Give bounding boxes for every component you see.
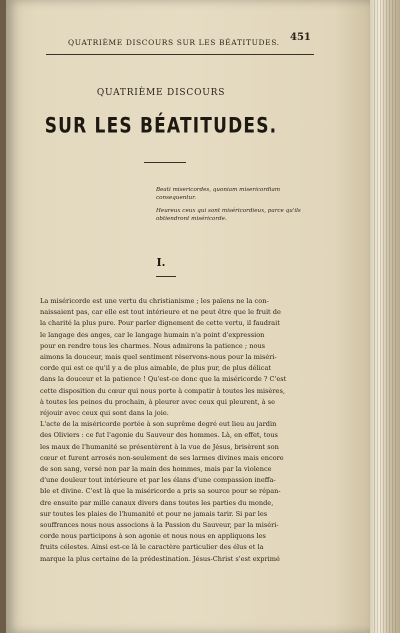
page-number: 451 [290, 32, 311, 43]
body-line: sur toutes les plaies de l'humanité et pour ne jamais tarir. Si par les [40, 509, 268, 518]
body-line: de son sang, versé non par la main des hommes, mais par la violence [40, 465, 272, 474]
page-title: SUR LES BÉATITUDES. [44, 113, 278, 139]
header-rule [46, 54, 314, 55]
discourse-label: QUATRIÈME DISCOURS [96, 88, 226, 98]
body-line: cœur et furent arrosés non-seulement de ses larmes divines mais encore [40, 453, 284, 462]
body-line: La miséricorde est une vertu du christianisme ; les païens ne la con- [40, 297, 269, 305]
body-line: dre ensuite par mille canaux divers dans toutes les parties du monde, [40, 498, 274, 507]
body-line: d'une douleur tout intérieure et par les élans d'une compassion ineffa- [40, 476, 276, 485]
body-line: réjouir avec ceux qui sont dans la joie. [40, 409, 169, 418]
body-line: la charité la plus pure. Pour parler dignement de cette vertu, il faudrait [40, 319, 280, 328]
title-rule [144, 162, 186, 163]
body-line: à toutes les peines du prochain, à pleurer avec ceux qui pleurent, à se [40, 397, 276, 406]
book-page [6, 0, 370, 633]
running-head: QUATRIÈME DISCOURS SUR LES BÉATITUDES. [68, 38, 280, 47]
body-line: des Oliviers : ce fut l'agonie du Sauveur des hommes. Là, en effet, tous [40, 431, 278, 440]
body-line: L'acte de la miséricorde portée à son suprême degré eut lieu au jardin [40, 420, 277, 429]
body-line: pour en rendre tous les charmes. Nous admirons la patience ; nous [40, 341, 266, 350]
body-line: dans la douceur et la patience ! Qu'est-ce donc que la miséricorde ? C'est [40, 375, 287, 384]
body-text [40, 296, 326, 565]
body-line: cette disposition du cœur qui nous porte à compatir à toutes les misères, [40, 386, 285, 395]
body-line: le langage des anges, car le langage humain n'a point d'expression [40, 330, 265, 339]
body-line: aimons la douceur, mais quel sentiment réservons-nous pour la miséri- [40, 353, 277, 362]
section-number: I. [156, 256, 166, 269]
body-line: corde qui est ce qu'il y a de plus aimable, de plus pur, de plus délicat [40, 364, 272, 373]
page-edges [374, 0, 398, 633]
body-line: les maux de l'humanité se présentèrent à la vue de Jésus, brisèrent son [40, 442, 279, 451]
body-line: marque la plus certaine de la prédestination. Jésus-Christ s'est exprimé [40, 554, 280, 563]
body-line: ble et divine. C'est là que la miséricorde a pris sa source pour se répan- [40, 487, 281, 496]
book-spine-edge [370, 0, 400, 633]
section-rule [156, 276, 176, 277]
body-line: fruits célestes. Ainsi est-ce là le caractère particulier des élus et la [40, 543, 264, 552]
epigraph-french: Heureux ceux qui sont miséricordieux, parce qu'ils obtiendront miséricorde. [156, 208, 301, 222]
epigraph-latin: Beati misericordes, quoniam misericordiam consequentur. [156, 187, 281, 201]
body-line: souffrances nous nous associons à la Passion du Sauveur, par la miséri- [40, 521, 279, 530]
body-line: naissaient pas, car elle est tout intérieure et ne peut être que le fruit de [40, 308, 281, 317]
body-line: corde nous participons à son agonie et nous nous en appliquons les [40, 532, 266, 541]
